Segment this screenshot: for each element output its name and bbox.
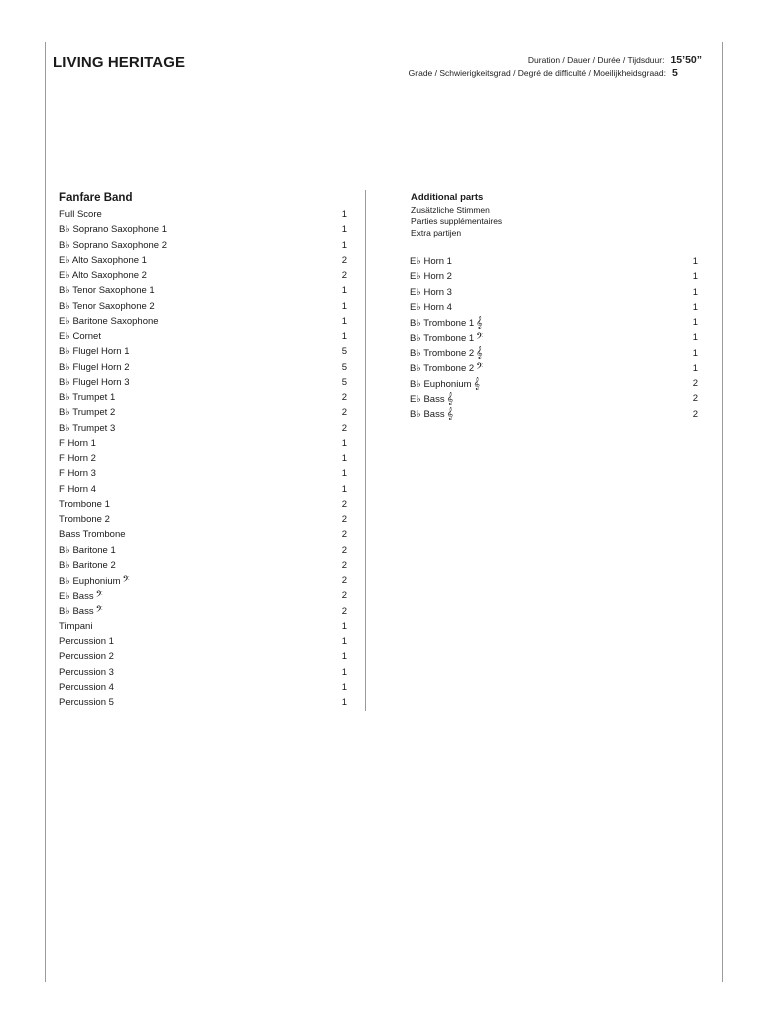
additional-section-title: Additional parts	[411, 192, 484, 203]
part-row	[410, 269, 698, 284]
part-count: 1	[341, 315, 347, 327]
part-label: B♭ Flugel Horn 2	[59, 361, 130, 373]
part-row	[59, 680, 347, 695]
part-name	[59, 224, 167, 235]
part-label: Percussion 3	[59, 666, 114, 678]
additional-parts-list	[410, 254, 698, 422]
part-label: B♭ Bass	[410, 409, 445, 421]
part-name	[410, 377, 480, 391]
part-row	[59, 619, 347, 634]
part-count: 1	[692, 271, 698, 283]
left-page-rule	[45, 42, 46, 982]
part-label: Percussion 4	[59, 681, 114, 693]
part-row	[59, 421, 347, 436]
part-count: 1	[692, 256, 698, 268]
part-count: 1	[341, 620, 347, 632]
part-count: 2	[341, 514, 347, 526]
part-label: B♭ Flugel Horn 3	[59, 376, 130, 388]
part-count: 1	[341, 224, 347, 236]
part-name	[59, 423, 115, 434]
part-label: B♭ Flugel Horn 1	[59, 346, 130, 358]
part-row	[410, 407, 698, 422]
part-count: 2	[341, 392, 347, 404]
part-name	[59, 346, 130, 357]
part-count: 2	[341, 422, 347, 434]
part-row	[59, 482, 347, 497]
part-count: 1	[692, 347, 698, 359]
part-label: B♭ Bass	[59, 606, 94, 618]
bass-clef-icon: 𝄢	[95, 604, 103, 618]
part-name	[59, 682, 114, 693]
part-name	[59, 316, 159, 327]
part-count: 1	[341, 468, 347, 480]
part-count: 2	[692, 393, 698, 405]
part-row	[59, 253, 347, 268]
part-count: 1	[341, 209, 347, 221]
part-name	[59, 255, 147, 266]
part-label: B♭ Trumpet 2	[59, 407, 116, 419]
part-name	[59, 209, 102, 220]
part-row	[59, 390, 347, 405]
part-count: 1	[341, 331, 347, 343]
part-label: E♭ Horn 2	[410, 271, 452, 283]
part-label: B♭ Euphonium	[59, 575, 121, 587]
part-count: 1	[341, 483, 347, 495]
part-row	[410, 330, 698, 345]
part-count: 1	[692, 317, 698, 329]
part-count: 2	[341, 559, 347, 571]
duration-label: Duration / Dauer / Durée / Tijdsduur:	[527, 55, 665, 65]
part-name	[59, 667, 114, 678]
part-label: E♭ Bass	[59, 590, 94, 602]
part-name	[59, 301, 155, 312]
part-count: 2	[341, 407, 347, 419]
part-label: B♭ Trombone 1	[410, 332, 475, 344]
part-count: 5	[341, 376, 347, 388]
part-count: 1	[341, 666, 347, 678]
part-name	[59, 560, 116, 571]
part-name	[59, 362, 130, 373]
part-row	[59, 604, 347, 619]
part-name	[410, 361, 483, 375]
part-label: E♭ Alto Saxophone 2	[59, 270, 147, 282]
part-label: Bass Trombone	[59, 529, 126, 541]
part-label: F Horn 4	[59, 483, 96, 495]
part-label: B♭ Trumpet 1	[59, 392, 116, 404]
treble-clef-icon: 𝄞	[446, 407, 454, 421]
part-row	[59, 314, 347, 329]
part-row	[59, 649, 347, 664]
part-name	[410, 256, 452, 267]
part-row	[410, 346, 698, 361]
part-name	[410, 287, 452, 298]
part-count: 2	[341, 529, 347, 541]
column-divider	[365, 190, 366, 711]
part-label: Percussion 1	[59, 636, 114, 648]
page-title: LIVING HERITAGE	[53, 54, 186, 71]
part-label: E♭ Bass	[410, 393, 445, 405]
part-name	[59, 589, 103, 603]
part-name	[59, 240, 167, 251]
part-name	[59, 697, 114, 708]
part-name	[410, 316, 483, 330]
part-label: B♭ Euphonium	[410, 378, 472, 390]
duration-line	[528, 54, 702, 66]
right-page-rule	[722, 42, 723, 982]
part-row	[410, 376, 698, 391]
part-name	[59, 407, 115, 418]
part-count: 1	[341, 437, 347, 449]
fanfare-section-title: Fanfare Band	[59, 192, 133, 204]
part-row	[59, 451, 347, 466]
part-name	[59, 499, 110, 510]
part-name	[410, 392, 453, 406]
part-label: B♭ Baritone 1	[59, 544, 116, 556]
part-row	[410, 315, 698, 330]
part-count: 1	[341, 300, 347, 312]
part-label: E♭ Horn 3	[410, 286, 452, 298]
part-count: 1	[692, 301, 698, 313]
part-row	[410, 300, 698, 315]
part-label: Percussion 2	[59, 651, 114, 663]
part-label: B♭ Baritone 2	[59, 559, 116, 571]
part-name	[59, 545, 116, 556]
treble-clef-icon: 𝄞	[473, 376, 481, 390]
part-count: 1	[341, 285, 347, 297]
part-label: E♭ Cornet	[59, 331, 101, 343]
part-label: B♭ Tenor Saxophone 2	[59, 300, 155, 312]
part-row	[410, 361, 698, 376]
part-name	[410, 346, 483, 360]
part-count: 2	[692, 408, 698, 420]
part-count: 1	[692, 332, 698, 344]
part-name	[410, 271, 452, 282]
part-count: 5	[341, 361, 347, 373]
duration-value: 15’50”	[670, 54, 702, 66]
treble-clef-icon: 𝄞	[476, 315, 483, 329]
part-label: F Horn 3	[59, 468, 96, 480]
part-row	[59, 527, 347, 542]
part-row	[59, 222, 347, 237]
part-name	[410, 407, 453, 421]
part-label: E♭ Alto Saxophone 1	[59, 254, 147, 266]
part-count: 1	[341, 239, 347, 251]
part-row	[59, 665, 347, 680]
part-label: Trombone 2	[59, 514, 110, 526]
part-label: F Horn 1	[59, 437, 96, 449]
part-name	[410, 331, 483, 345]
part-label: B♭ Soprano Saxophone 2	[59, 239, 168, 251]
part-name	[59, 392, 115, 403]
part-row	[59, 634, 347, 649]
part-label: Timpani	[59, 620, 93, 632]
part-name	[59, 331, 101, 342]
subtitle-french: Parties supplémentaires	[411, 216, 503, 227]
part-label: E♭ Horn 1	[410, 256, 452, 268]
part-row	[59, 588, 347, 603]
part-row	[410, 285, 698, 300]
part-row	[59, 512, 347, 527]
bass-clef-icon: 𝄢	[476, 330, 484, 344]
part-name	[59, 514, 110, 525]
treble-clef-icon: 𝄞	[476, 346, 483, 360]
part-name	[59, 651, 114, 662]
part-label: B♭ Trombone 2	[410, 348, 475, 360]
part-row	[59, 543, 347, 558]
part-count: 1	[341, 697, 347, 709]
part-row	[59, 405, 347, 420]
part-count: 2	[341, 605, 347, 617]
part-name	[59, 574, 130, 588]
part-label: Trombone 1	[59, 498, 110, 510]
part-name	[59, 636, 114, 647]
part-count: 2	[341, 544, 347, 556]
part-name	[59, 453, 96, 464]
part-label: B♭ Trombone 1	[410, 317, 475, 329]
part-row	[59, 329, 347, 344]
part-count: 2	[341, 590, 347, 602]
part-name	[59, 377, 130, 388]
part-count: 1	[341, 681, 347, 693]
part-row	[59, 299, 347, 314]
part-count: 1	[341, 453, 347, 465]
part-row	[59, 283, 347, 298]
part-row	[59, 573, 347, 588]
bass-clef-icon: 𝄢	[122, 573, 130, 587]
part-count: 2	[692, 378, 698, 390]
part-count: 2	[341, 270, 347, 282]
grade-label: Grade / Schwierigkeitsgrad / Degré de difficulté / Moeilijkheidsgraad:	[408, 68, 666, 78]
grade-value: 5	[672, 67, 678, 79]
part-row	[410, 254, 698, 269]
part-name	[59, 621, 92, 632]
part-row	[410, 391, 698, 406]
additional-subtitles	[411, 205, 502, 239]
part-row	[59, 466, 347, 481]
part-row	[59, 497, 347, 512]
bass-clef-icon: 𝄢	[95, 588, 103, 602]
part-name	[59, 270, 147, 281]
part-count: 1	[692, 362, 698, 374]
part-name	[59, 468, 96, 479]
part-label: B♭ Soprano Saxophone 1	[59, 224, 168, 236]
part-count: 1	[341, 636, 347, 648]
part-name	[59, 529, 126, 540]
part-name	[59, 285, 155, 296]
part-label: F Horn 2	[59, 453, 96, 465]
subtitle-german: Zusätzliche Stimmen	[411, 205, 490, 215]
treble-clef-icon: 𝄞	[446, 391, 454, 405]
part-label: Percussion 5	[59, 697, 114, 709]
part-name	[410, 302, 452, 313]
fanfare-parts-list	[59, 207, 347, 710]
part-count: 1	[692, 286, 698, 298]
part-row	[59, 375, 347, 390]
part-count: 2	[341, 498, 347, 510]
grade-line	[409, 67, 702, 79]
part-label: E♭ Baritone Saxophone	[59, 315, 159, 327]
part-row	[59, 558, 347, 573]
subtitle-dutch: Extra partijen	[411, 227, 462, 238]
part-name	[59, 604, 103, 618]
part-count: 1	[341, 651, 347, 663]
part-label: B♭ Trumpet 3	[59, 422, 116, 434]
part-count: 2	[341, 254, 347, 266]
part-label: Full Score	[59, 209, 102, 221]
part-row	[59, 268, 347, 283]
part-label: B♭ Trombone 2	[410, 363, 475, 375]
part-name	[59, 438, 96, 449]
part-row	[59, 344, 347, 359]
part-label: E♭ Horn 4	[410, 301, 452, 313]
part-row	[59, 238, 347, 253]
part-name	[59, 484, 96, 495]
part-label: B♭ Tenor Saxophone 1	[59, 285, 155, 297]
part-row	[59, 207, 347, 222]
part-row	[59, 360, 347, 375]
part-row	[59, 695, 347, 710]
part-row	[59, 436, 347, 451]
part-count: 2	[341, 575, 347, 587]
bass-clef-icon: 𝄢	[476, 361, 484, 375]
part-count: 5	[341, 346, 347, 358]
